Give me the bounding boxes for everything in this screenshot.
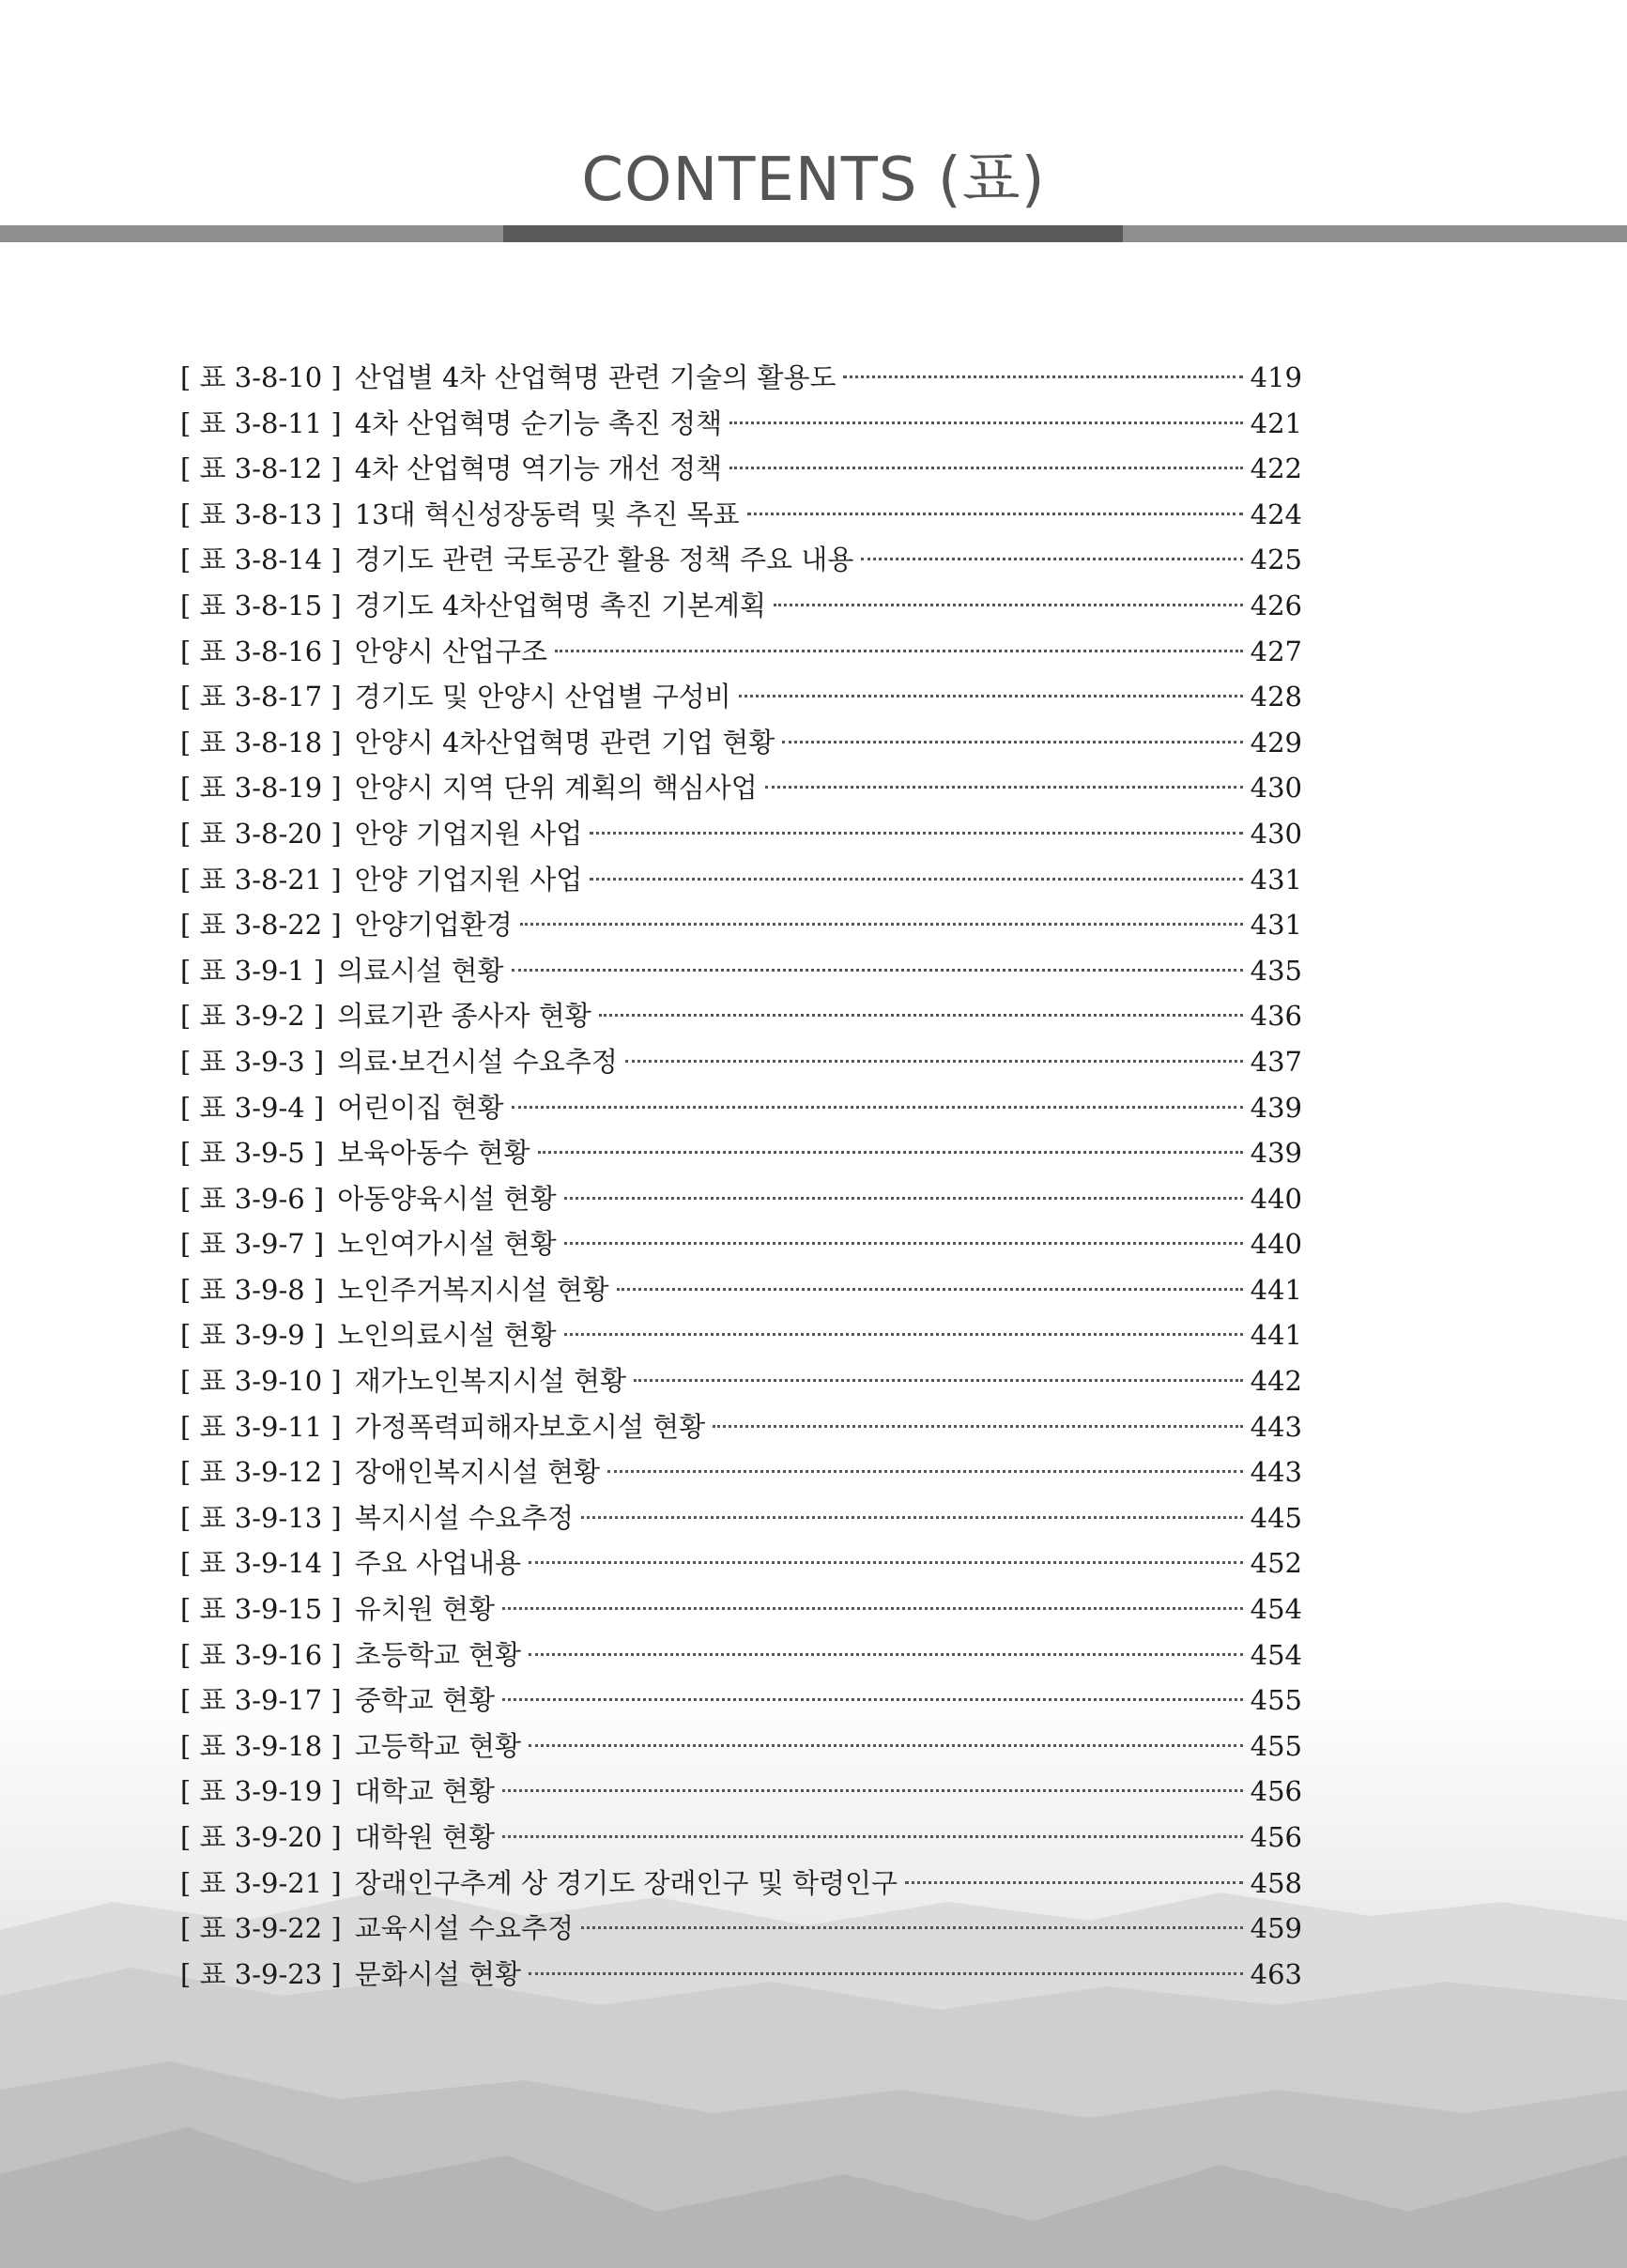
dot-leader — [739, 695, 1243, 697]
toc-entry-label: [ 표 3-9-16 ] — [180, 1638, 342, 1671]
toc-entry-page-number: 456 — [1250, 1775, 1302, 1808]
toc-entry-label: [ 표 3-9-12 ] — [180, 1456, 342, 1489]
toc-entry-label: [ 표 3-9-14 ] — [180, 1547, 342, 1580]
toc-entry-page-number: 452 — [1250, 1547, 1302, 1580]
toc-entry[interactable] — [180, 492, 1302, 538]
toc-entry-label: [ 표 3-9-10 ] — [180, 1365, 342, 1398]
toc-entry-title: 교육시설 수요추정 — [354, 1912, 575, 1945]
toc-entry-title: 경기도 4차산업혁명 촉진 기본계획 — [354, 589, 767, 621]
dot-leader — [529, 1972, 1243, 1975]
toc-entry-label: [ 표 3-8-17 ] — [180, 681, 342, 713]
toc-entry-page-number: 436 — [1250, 1000, 1302, 1033]
dot-leader — [713, 1425, 1243, 1428]
toc-entry-title: 어린이집 현황 — [337, 1091, 504, 1124]
toc-entry-label: [ 표 3-9-21 ] — [180, 1866, 342, 1899]
dot-leader — [590, 878, 1242, 881]
toc-entry-label: [ 표 3-8-14 ] — [180, 544, 342, 576]
toc-entry-title: 안양 기업지원 사업 — [354, 817, 583, 850]
dot-leader — [581, 1926, 1243, 1929]
toc-entry-label: [ 표 3-9-13 ] — [180, 1501, 342, 1534]
toc-entry-title: 노인의료시설 현황 — [337, 1319, 557, 1352]
dot-leader — [512, 969, 1243, 972]
toc-entry-title: 대학원 현황 — [354, 1821, 495, 1853]
dot-leader — [502, 1607, 1243, 1610]
toc-entry[interactable] — [180, 720, 1302, 766]
toc-entry-title: 아동양육시설 현황 — [337, 1182, 557, 1215]
toc-entry-label: [ 표 3-8-21 ] — [180, 863, 342, 896]
dot-leader — [765, 786, 1243, 789]
toc-entry-label: [ 표 3-9-22 ] — [180, 1912, 342, 1945]
toc-entry-title: 초등학교 현황 — [354, 1638, 522, 1671]
toc-entry[interactable] — [180, 583, 1302, 629]
toc-entry-label: [ 표 3-8-22 ] — [180, 909, 342, 942]
toc-entry-page-number: 442 — [1250, 1365, 1302, 1398]
toc-entry-page-number: 454 — [1250, 1638, 1302, 1671]
toc-entry-label: [ 표 3-9-18 ] — [180, 1729, 342, 1762]
toc-entry-title: 노인주거복지시설 현황 — [337, 1273, 609, 1306]
dot-leader — [861, 558, 1242, 560]
toc-entry[interactable] — [180, 401, 1302, 447]
toc-entry-label: [ 표 3-8-10 ] — [180, 361, 342, 393]
toc-entry-title: 안양기업환경 — [354, 909, 513, 942]
toc-entry-label: [ 표 3-9-1 ] — [180, 954, 325, 987]
toc-entry[interactable] — [180, 902, 1302, 948]
toc-entry[interactable] — [180, 674, 1302, 720]
toc-entry-title: 안양시 4차산업혁명 관련 기업 현황 — [354, 726, 775, 759]
dot-leader — [529, 1561, 1243, 1564]
dot-leader — [774, 604, 1243, 606]
toc-entry[interactable] — [180, 1632, 1302, 1678]
toc-entry-title: 노인여가시설 현황 — [337, 1228, 557, 1261]
toc-entry-title: 가정폭력피해자보호시설 현황 — [354, 1410, 706, 1443]
dot-leader — [502, 1698, 1243, 1701]
dot-leader — [747, 513, 1243, 515]
toc-entry-page-number: 437 — [1250, 1045, 1302, 1078]
toc-entry-page-number: 456 — [1250, 1821, 1302, 1853]
toc-entry-title: 재가노인복지시설 현황 — [354, 1365, 627, 1398]
toc-entry[interactable] — [180, 1495, 1302, 1541]
toc-entry[interactable] — [180, 537, 1302, 583]
toc-entry-title: 4차 산업혁명 역기능 개선 정책 — [354, 452, 723, 485]
dot-leader — [512, 1106, 1243, 1109]
toc-entry-page-number: 440 — [1250, 1228, 1302, 1261]
toc-entry-label: [ 표 3-8-18 ] — [180, 726, 342, 759]
toc-entry-label: [ 표 3-9-23 ] — [180, 1957, 342, 1990]
dot-leader — [625, 1060, 1243, 1063]
toc-entry-title: 보육아동수 현황 — [337, 1137, 530, 1170]
toc-entry-title: 안양시 산업구조 — [354, 635, 548, 667]
toc-entry[interactable] — [180, 1449, 1302, 1495]
toc-entry-title: 고등학교 현황 — [354, 1729, 522, 1762]
toc-entry-title: 문화시설 현황 — [354, 1957, 522, 1990]
toc-entry-label: [ 표 3-8-12 ] — [180, 452, 342, 485]
dot-leader — [590, 832, 1242, 835]
dot-leader — [607, 1470, 1243, 1473]
toc-entry-title: 경기도 관련 국토공간 활용 정책 주요 내용 — [354, 544, 854, 576]
toc-entry-label: [ 표 3-9-19 ] — [180, 1775, 342, 1808]
toc-entry-label: [ 표 3-8-19 ] — [180, 772, 342, 805]
toc-entry-title: 주요 사업내용 — [354, 1547, 522, 1580]
toc-entry[interactable] — [180, 1952, 1302, 1998]
toc-entry-title: 의료시설 현황 — [337, 954, 504, 987]
toc-entry-page-number: 458 — [1250, 1866, 1302, 1899]
toc-entry-page-number: 459 — [1250, 1912, 1302, 1945]
toc-entry[interactable] — [180, 1404, 1302, 1450]
toc-entry-page-number: 425 — [1250, 544, 1302, 576]
toc-entry-page-number: 463 — [1250, 1957, 1302, 1990]
toc-entry[interactable] — [180, 857, 1302, 903]
dot-leader — [502, 1835, 1243, 1838]
toc-entry-title: 장래인구추계 상 경기도 장래인구 및 학령인구 — [354, 1866, 898, 1899]
toc-entry-page-number: 429 — [1250, 726, 1302, 759]
toc-entry-page-number: 439 — [1250, 1091, 1302, 1124]
toc-entry-page-number: 428 — [1250, 681, 1302, 713]
toc-entry-label: [ 표 3-8-13 ] — [180, 498, 342, 530]
toc-entry-page-number: 427 — [1250, 635, 1302, 667]
toc-entry[interactable] — [180, 1085, 1302, 1131]
toc-entry-label: [ 표 3-9-3 ] — [180, 1045, 325, 1078]
dot-leader — [843, 375, 1242, 378]
toc-entry-title: 대학교 현황 — [354, 1775, 495, 1808]
dot-leader — [555, 650, 1243, 652]
toc-entry-label: [ 표 3-9-9 ] — [180, 1319, 325, 1352]
dot-leader — [564, 1333, 1243, 1336]
dot-leader — [564, 1197, 1243, 1200]
dot-leader — [599, 1014, 1243, 1017]
toc-entry[interactable] — [180, 948, 1302, 994]
toc-entry[interactable] — [180, 1586, 1302, 1632]
toc-entry-title: 의료기관 종사자 현황 — [337, 1000, 591, 1033]
toc-entry-label: [ 표 3-9-11 ] — [180, 1410, 342, 1443]
toc-entry-page-number: 443 — [1250, 1410, 1302, 1443]
toc-entry[interactable] — [180, 1769, 1302, 1815]
toc-entry-page-number: 426 — [1250, 589, 1302, 621]
toc-entry-page-number: 422 — [1250, 452, 1302, 485]
toc-entry[interactable] — [180, 1358, 1302, 1404]
toc-entry[interactable] — [180, 811, 1302, 857]
table-of-contents — [180, 355, 1302, 1997]
toc-entry[interactable] — [180, 1906, 1302, 1952]
toc-entry-label: [ 표 3-9-5 ] — [180, 1137, 325, 1170]
toc-entry[interactable] — [180, 1267, 1302, 1313]
toc-entry-title: 중학교 현황 — [354, 1684, 495, 1717]
toc-entry[interactable] — [180, 1678, 1302, 1724]
toc-entry[interactable] — [180, 1724, 1302, 1770]
toc-entry-page-number: 439 — [1250, 1137, 1302, 1170]
dot-leader — [529, 1744, 1243, 1747]
toc-entry-label: [ 표 3-9-7 ] — [180, 1228, 325, 1261]
dot-leader — [729, 467, 1242, 469]
toc-entry[interactable] — [180, 765, 1302, 811]
dot-leader — [617, 1288, 1243, 1291]
toc-entry-page-number: 431 — [1250, 863, 1302, 896]
toc-entry-label: [ 표 3-8-15 ] — [180, 589, 342, 621]
toc-entry-label: [ 표 3-9-20 ] — [180, 1821, 342, 1853]
toc-entry-page-number: 441 — [1250, 1273, 1302, 1306]
toc-entry-label: [ 표 3-8-16 ] — [180, 635, 342, 667]
toc-entry[interactable] — [180, 1540, 1302, 1586]
toc-entry-label: [ 표 3-8-20 ] — [180, 817, 342, 850]
toc-entry-title: 유치원 현황 — [354, 1593, 495, 1626]
toc-entry-page-number: 421 — [1250, 406, 1302, 439]
dot-leader — [502, 1789, 1243, 1792]
toc-entry-title: 의료·보건시설 수요추정 — [337, 1045, 618, 1078]
toc-entry-label: [ 표 3-9-6 ] — [180, 1182, 325, 1215]
dot-leader — [729, 421, 1242, 424]
toc-entry-label: [ 표 3-9-4 ] — [180, 1091, 325, 1124]
dot-leader — [782, 741, 1242, 743]
toc-entry-label: [ 표 3-9-15 ] — [180, 1593, 342, 1626]
dot-leader — [905, 1881, 1243, 1884]
toc-entry-page-number: 445 — [1250, 1501, 1302, 1534]
toc-entry[interactable] — [180, 1039, 1302, 1085]
toc-entry-title: 장애인복지시설 현황 — [354, 1456, 601, 1489]
toc-entry[interactable] — [180, 1861, 1302, 1907]
page-title: CONTENTS (표) — [581, 146, 1046, 215]
toc-entry-page-number: 454 — [1250, 1593, 1302, 1626]
header-rule-accent — [503, 225, 1123, 242]
toc-entry[interactable] — [180, 446, 1302, 492]
dot-leader — [529, 1653, 1243, 1656]
toc-entry-title: 안양 기업지원 사업 — [354, 863, 583, 896]
toc-entry-page-number: 435 — [1250, 954, 1302, 987]
dot-leader — [520, 923, 1243, 926]
toc-entry[interactable] — [180, 993, 1302, 1039]
toc-entry-label: [ 표 3-8-11 ] — [180, 406, 342, 439]
dot-leader — [564, 1242, 1243, 1245]
toc-entry-page-number: 430 — [1250, 772, 1302, 805]
toc-entry-title: 산업별 4차 산업혁명 관련 기술의 활용도 — [354, 361, 837, 393]
toc-entry-page-number: 455 — [1250, 1729, 1302, 1762]
toc-entry-label: [ 표 3-9-8 ] — [180, 1273, 325, 1306]
toc-entry-label: [ 표 3-9-17 ] — [180, 1684, 342, 1717]
toc-entry-page-number: 419 — [1250, 361, 1302, 393]
toc-entry-title: 경기도 및 안양시 산업별 구성비 — [354, 681, 731, 713]
toc-entry-title: 안양시 지역 단위 계획의 핵심사업 — [354, 772, 758, 805]
toc-entry-page-number: 440 — [1250, 1182, 1302, 1215]
toc-entry-page-number: 455 — [1250, 1684, 1302, 1717]
toc-entry[interactable] — [180, 1221, 1302, 1267]
dot-leader — [634, 1379, 1243, 1382]
toc-entry-page-number: 430 — [1250, 817, 1302, 850]
toc-entry-page-number: 424 — [1250, 498, 1302, 530]
toc-entry[interactable] — [180, 1815, 1302, 1861]
toc-entry-page-number: 431 — [1250, 909, 1302, 942]
toc-entry-title: 복지시설 수요추정 — [354, 1501, 575, 1534]
toc-entry-title: 13대 혁신성장동력 및 추진 목표 — [354, 498, 740, 530]
toc-entry-page-number: 443 — [1250, 1456, 1302, 1489]
toc-entry[interactable] — [180, 1130, 1302, 1176]
toc-entry[interactable] — [180, 629, 1302, 675]
toc-entry-page-number: 441 — [1250, 1319, 1302, 1352]
toc-entry[interactable] — [180, 1176, 1302, 1222]
toc-entry-title: 4차 산업혁명 순기능 촉진 정책 — [354, 406, 723, 439]
toc-entry[interactable] — [180, 1312, 1302, 1358]
dot-leader — [581, 1516, 1243, 1519]
toc-entry[interactable] — [180, 355, 1302, 401]
toc-entry-label: [ 표 3-9-2 ] — [180, 1000, 325, 1033]
dot-leader — [538, 1151, 1243, 1154]
